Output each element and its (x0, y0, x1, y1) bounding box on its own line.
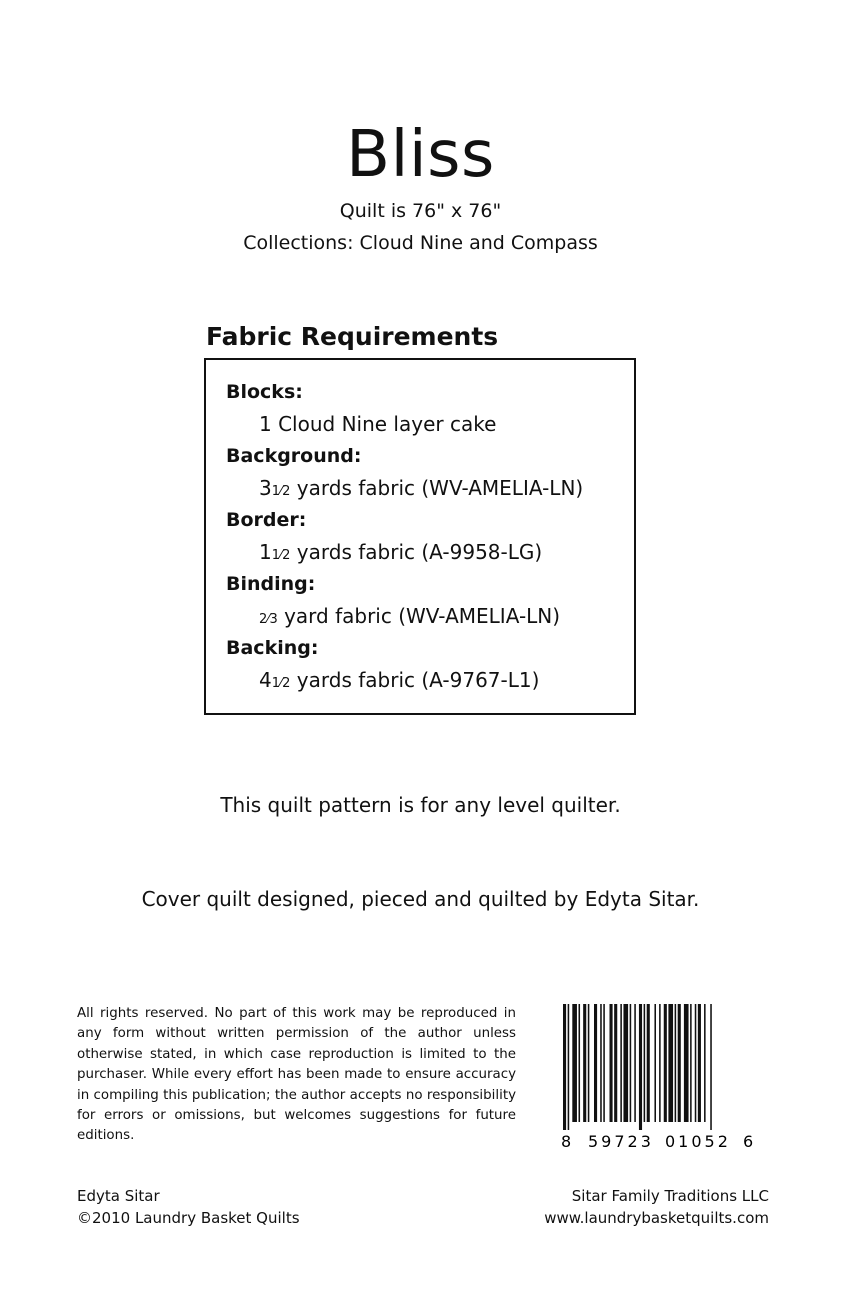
barcode-bar (630, 1004, 632, 1122)
barcode-bar (568, 1004, 570, 1130)
barcode-bar (664, 1004, 667, 1122)
requirement-detail (226, 408, 583, 440)
barcode-bar (698, 1004, 701, 1122)
footer-right (544, 1185, 769, 1229)
barcode-bar (644, 1004, 646, 1122)
fabric-requirements-box (204, 358, 636, 715)
fabric-requirements-heading: Fabric Requirements (206, 322, 499, 351)
requirement-text: Cloud Nine layer cake (271, 412, 497, 436)
requirement-detail (226, 664, 583, 696)
requirement-label: Binding: (226, 573, 316, 595)
upc-barcode (561, 1004, 755, 1148)
collections-line: Collections: Cloud Nine and Compass (243, 232, 598, 254)
requirement-label: Blocks: (226, 381, 303, 403)
barcode-bar (600, 1004, 602, 1122)
barcode-bar (639, 1004, 642, 1130)
requirement-text: yards fabric (WV-AMELIA-LN) (290, 476, 584, 500)
requirement-detail (226, 600, 583, 632)
quantity-whole: 4 (259, 668, 272, 692)
barcode-check-digit: 6 (743, 1132, 754, 1148)
barcode-bar (588, 1004, 590, 1122)
quantity-whole: 1 (259, 540, 272, 564)
barcode-bar (675, 1004, 677, 1122)
requirement-item (226, 568, 583, 632)
designer-credit: Cover quilt designed, pieced and quilted by Edyta Sitar. (141, 887, 700, 911)
requirement-item (226, 376, 583, 440)
quantity-fraction: 2⁄3 (259, 612, 278, 627)
requirement-item (226, 440, 583, 504)
requirement-detail (226, 536, 583, 568)
barcode-bar (623, 1004, 628, 1122)
rights-notice: All rights reserved. No part of this work may be reproduced in any form without written permission of the author unless otherwise stated, in which case reproduction is limited to the purchaser. While every effort has been made to ensure accuracy in compiling this publication; the author accepts no responsibility for errors or omissions, but welcomes suggestions for future editions. (77, 1006, 516, 1144)
requirement-item (226, 632, 583, 696)
barcode-bar (579, 1004, 581, 1122)
requirement-label: Backing: (226, 637, 319, 659)
barcode-bar (620, 1004, 622, 1122)
requirement-text: yard fabric (WV-AMELIA-LN) (277, 604, 561, 628)
barcode-left-group: 59723 (588, 1132, 654, 1148)
quilt-size: Quilt is 76" x 76" (339, 200, 502, 222)
barcode-bar (654, 1004, 656, 1122)
skill-level-note: This quilt pattern is for any level quilter. (220, 793, 621, 817)
quantity-whole: 3 (259, 476, 272, 500)
barcode-bar (594, 1004, 597, 1122)
barcode-bar (634, 1004, 636, 1122)
requirement-detail (226, 472, 583, 504)
barcode-bar (695, 1004, 697, 1122)
barcode-bar (614, 1004, 617, 1122)
barcode-bar (690, 1004, 692, 1122)
requirement-label: Background: (226, 445, 362, 467)
footer-website[interactable]: www.laundrybasketquilts.com (544, 1209, 769, 1227)
barcode-first-digit: 8 (561, 1132, 572, 1148)
requirement-text: yards fabric (A-9958-LG) (290, 540, 543, 564)
requirement-label: Border: (226, 509, 307, 531)
footer-left (77, 1185, 300, 1229)
barcode-bar (603, 1004, 605, 1122)
barcode-bar (583, 1004, 586, 1122)
requirement-item (226, 504, 583, 568)
barcode-bar (710, 1004, 712, 1130)
footer-author: Edyta Sitar (77, 1187, 160, 1205)
barcode-bar (678, 1004, 681, 1122)
barcode-bar (704, 1004, 706, 1122)
footer-company: Sitar Family Traditions LLC (571, 1187, 769, 1205)
barcode-bar (684, 1004, 689, 1122)
footer-copyright: ©2010 Laundry Basket Quilts (77, 1209, 300, 1227)
requirement-text: yards fabric (A-9767-L1) (290, 668, 540, 692)
quantity-fraction: 1⁄2 (271, 484, 291, 499)
barcode-bar (572, 1004, 577, 1122)
barcode-bar (668, 1004, 673, 1122)
barcode-bar (610, 1004, 613, 1122)
pattern-title: Bliss (346, 118, 495, 192)
barcode-right-group: 01052 (665, 1132, 731, 1148)
fabric-requirements-list (226, 376, 583, 696)
barcode-bar (659, 1004, 661, 1122)
quantity-whole: 1 (259, 412, 272, 436)
quantity-fraction: 1⁄2 (271, 676, 291, 691)
quantity-fraction: 1⁄2 (271, 548, 291, 563)
barcode-bar (647, 1004, 650, 1122)
barcode-bar (563, 1004, 566, 1130)
